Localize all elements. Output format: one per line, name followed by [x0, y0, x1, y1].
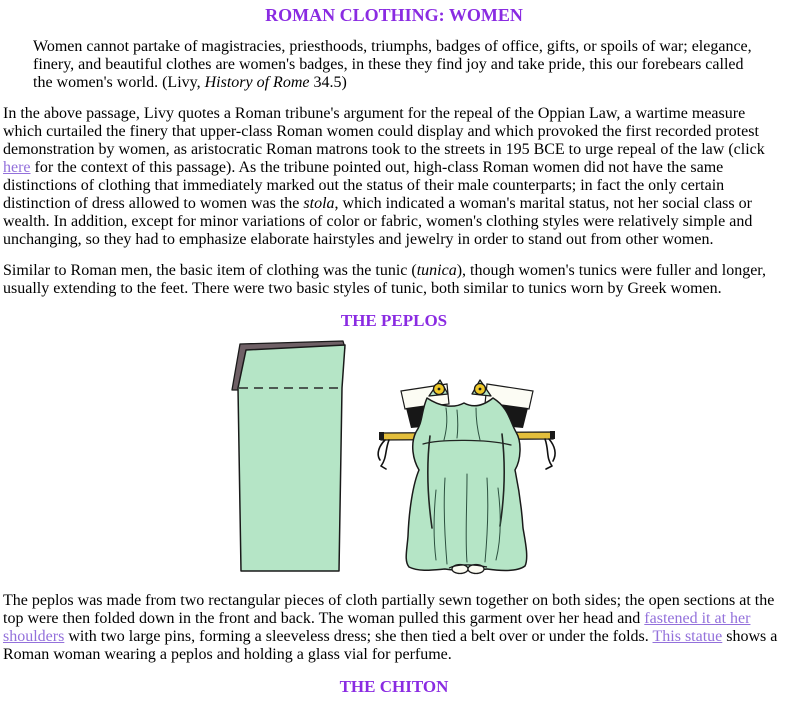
peplos-worn-image: [375, 378, 559, 576]
shoulder-pin-left-dot: [438, 388, 441, 391]
page-title: ROMAN CLOTHING: WOMEN: [265, 5, 523, 25]
shoulder-pin-right-dot: [479, 388, 482, 391]
para-tunic-text-2: ), though women's tunics were fuller and longer, usually extending to the feet. There were two basic styles of tunic, both similar to tunics worn by Greek women.: [3, 262, 766, 298]
heading-chiton: THE CHITON: [339, 677, 449, 697]
para-oppian-text-3: , which indicated a woman's marital status, not her social class or wealth. In addition, except for minor variations of color or fabric, women's clothing styles were relatively simple and unchanging, so they had to emphasize elaborate hairstyles and jewelry in order to stand out from other women.: [3, 195, 753, 249]
quote-work-title: History of Rome: [204, 74, 310, 92]
para-peplos-text-3: shows a Roman woman wearing a peplos and holding a glass vial for perfume.: [3, 628, 778, 664]
para-peplos: [3, 592, 785, 664]
fastened-shoulders-link[interactable]: fastened it at her shoulders: [3, 610, 751, 646]
quote-citation: 34.5): [309, 74, 347, 92]
livy-quote: [33, 38, 759, 92]
here-link[interactable]: here: [3, 159, 31, 177]
statue-link[interactable]: This statue: [652, 628, 723, 646]
para-oppian-text-2: for the context of this passage). As the tribune pointed out, high-class Roman women did not have the same distinctions of clothing that immediately marked out the status of their male counterparts; in fact the only certain distinction of dress allowed to women was the: [3, 159, 725, 213]
para-tunic: [3, 262, 785, 298]
rod-tip-left: [379, 432, 384, 440]
para-peplos-text-2: with two large pins, forming a sleeveless dress; she then tied a belt over or under the folds.: [64, 628, 653, 646]
rod-tip-right: [550, 431, 555, 439]
heading-peplos: THE PEPLOS: [340, 311, 448, 331]
cloth-front-piece: [238, 345, 345, 571]
peplos-cloth-image: [229, 340, 347, 573]
para-tunic-text-1: Similar to Roman men, the basic item of clothing was the tunic (: [3, 262, 417, 280]
roman-clothing-page: [3, 5, 785, 697]
para-oppian-text-1: In the above passage, Livy quotes a Roman tribune's argument for the repeal of the Oppian Law, a wartime measure which curtailed the finery that upper-class Roman women could display and which provoked the first recorded protest demonstration by women, as aristocratic Roman matrons took to the streets in 195 BCE to urge repeal of the law (click: [3, 105, 765, 159]
para-peplos-text-1: The peplos was made from two rectangular pieces of cloth partially sewn together on both sides; the open sections at the top were then folded down in the front and back. The woman pulled this garment over her head and: [3, 592, 775, 628]
stola-term: stola: [303, 195, 335, 213]
quote-text: Women cannot partake of magistracies, priesthoods, triumphs, badges of office, gifts, or spoils of war; elegance, finery, and beautiful clothes are women's badges, in these they find joy and take pride, this our forebears called the women's world. (Livy,: [33, 38, 752, 92]
tunica-term: tunica: [416, 262, 457, 280]
peplos-figures: [3, 340, 785, 576]
para-oppian-law: [3, 105, 785, 249]
